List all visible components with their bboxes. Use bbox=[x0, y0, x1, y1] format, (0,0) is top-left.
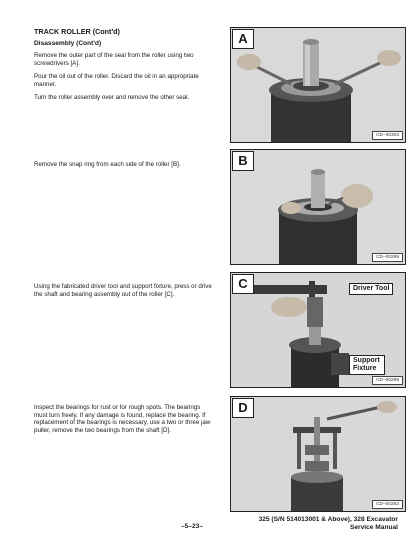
figure-a bbox=[230, 27, 406, 143]
paragraph: Remove the outer part of the seal from the roller using two screwdrivers [A]. bbox=[34, 52, 194, 67]
paragraph: Remove the snap ring from each side of the roller [B]. bbox=[34, 161, 181, 168]
figure-d-photo bbox=[231, 397, 405, 511]
figure-code: CD–00303 bbox=[372, 131, 403, 140]
figure-code: CD–00299 bbox=[372, 253, 403, 262]
section-title: TRACK ROLLER (Cont'd) bbox=[34, 27, 120, 36]
figure-a-photo bbox=[231, 28, 405, 142]
step-a-text bbox=[34, 52, 214, 108]
figure-letter: C bbox=[232, 274, 254, 294]
figure-d bbox=[230, 396, 406, 512]
paragraph: Turn the roller assembly over and remove the other seal. bbox=[34, 94, 190, 102]
paragraph: Using the fabricated driver tool and support fixture, press or drive the shaft and bearing assembly out of the roller [C]. bbox=[34, 283, 212, 298]
figure-code: CD–00282 bbox=[372, 500, 403, 509]
paragraph: Pour the oil out of the roller. Discard the oil in an appropriate manner. bbox=[34, 73, 199, 88]
figure-letter: B bbox=[232, 151, 254, 171]
support-fixture-callout: Support Fixture bbox=[349, 355, 385, 375]
manual-title-line1: 325 (S/N 514013001 & Above), 328 Excavator bbox=[258, 516, 398, 523]
subsection-title: Disassembly (Cont'd) bbox=[34, 40, 102, 47]
figure-b-photo bbox=[231, 150, 405, 264]
page-number: –5–23– bbox=[181, 523, 204, 530]
figure-letter: D bbox=[232, 398, 254, 418]
figure-b bbox=[230, 149, 406, 265]
figure-c bbox=[230, 272, 406, 388]
manual-title bbox=[259, 516, 398, 532]
paragraph: Inspect the bearings for rust or for rough spots. The bearings must turn freely. If any damage is found, replace the bearing. If replacement of the bearings is necessary, use a two or three jaw puller, remove the two bearings from the shaft [D]. bbox=[34, 404, 211, 434]
driver-tool-callout: Driver Tool bbox=[349, 283, 393, 295]
figure-letter: A bbox=[232, 29, 254, 49]
step-b-text bbox=[34, 161, 214, 175]
step-d-text bbox=[34, 404, 214, 440]
manual-title-line2: Service Manual bbox=[349, 524, 398, 531]
figure-code: CD–00298 bbox=[372, 376, 403, 385]
step-c-text bbox=[34, 283, 214, 304]
